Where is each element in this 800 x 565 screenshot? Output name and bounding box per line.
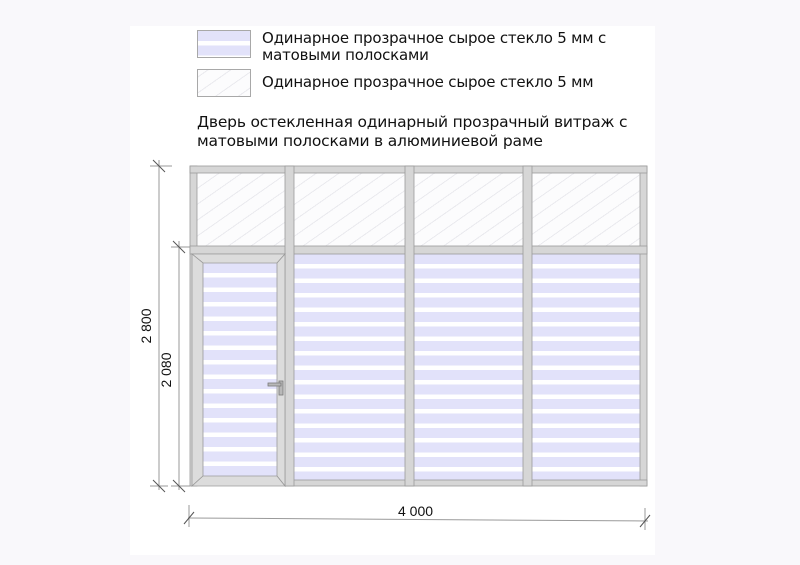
legend-label-frosted-line1: Одинарное прозрачное сырое стекло 5 мм с: [262, 29, 607, 47]
frame-top-rail: [190, 166, 647, 173]
transom-rail: [190, 246, 647, 254]
drawing-title-line2: матовыми полосками в алюминиевой раме: [197, 132, 543, 150]
dimension-door-height: 2 080: [158, 352, 174, 388]
dimension-total-height: 2 800: [138, 308, 154, 344]
door-leaf-frame: [192, 254, 285, 486]
legend-label-clear: Одинарное прозрачное сырое стекло 5 мм: [262, 73, 594, 91]
mullion-2: [405, 166, 414, 486]
frame-right-post: [640, 166, 647, 486]
dimension-total-width: 4 000: [398, 503, 434, 519]
drawing-title-line1: Дверь остекленная одинарный прозрачный витраж с: [197, 113, 628, 131]
mullion-1: [285, 166, 294, 486]
legend-label-frosted-line2: матовыми полосками: [262, 46, 429, 64]
door-handle-icon: [268, 381, 283, 395]
mullion-3: [523, 166, 532, 486]
frame-bottom-rail: [285, 480, 647, 486]
